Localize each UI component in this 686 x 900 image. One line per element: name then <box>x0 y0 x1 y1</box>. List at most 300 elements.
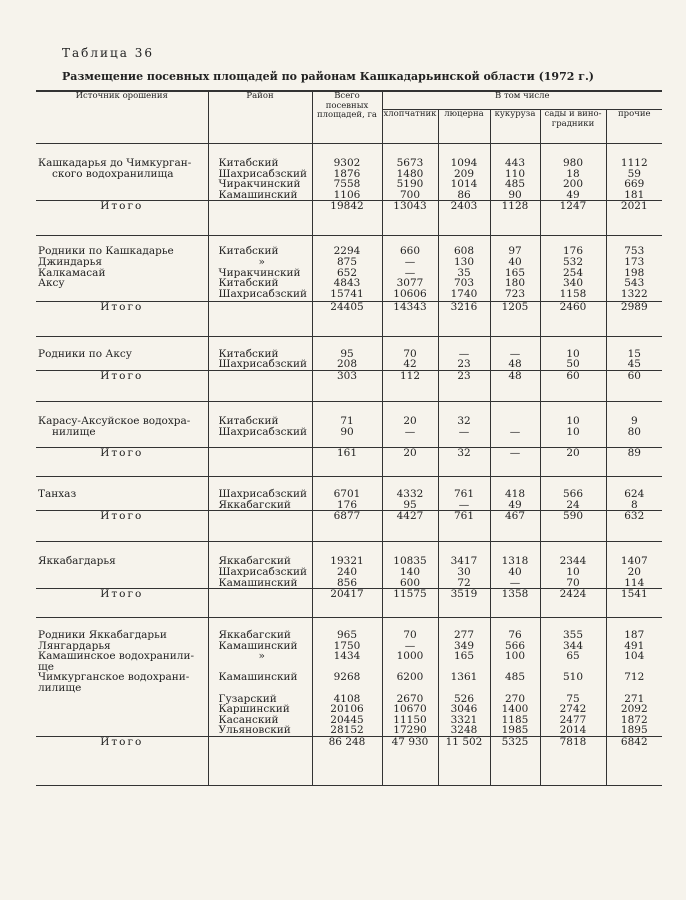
cotton-value: — <box>404 255 416 268</box>
cotton-cell <box>382 236 438 301</box>
district-name: Ульяновский <box>218 724 291 737</box>
district-name: Гузарский <box>218 692 277 705</box>
orchards-value: 10 <box>566 425 580 438</box>
source-line: Аксу <box>38 277 65 290</box>
other-value: 20 <box>627 565 641 578</box>
itogo-other: 632 <box>606 511 662 542</box>
corn-value: 1185 <box>501 713 529 726</box>
orchards-value: 2014 <box>559 724 587 737</box>
alfalfa-value: 3248 <box>450 724 478 737</box>
source-cell <box>36 236 208 301</box>
alfalfa-cell <box>438 336 490 370</box>
corn-value: 443 <box>504 157 526 169</box>
district-name: Камашинский <box>218 576 298 589</box>
itogo-total: 24405 <box>312 301 382 336</box>
alfalfa-cell <box>438 542 490 589</box>
district-cell <box>208 477 312 511</box>
other-value: 1112 <box>620 157 648 169</box>
total-value: 20445 <box>330 713 364 726</box>
district-name: Шахрисабзский <box>218 358 308 371</box>
itogo-row <box>36 448 662 477</box>
alfalfa-value: 130 <box>453 255 475 268</box>
cotton-value: 70 <box>403 629 417 642</box>
orchards-cell <box>540 401 606 447</box>
alfalfa-cell <box>438 401 490 447</box>
orchards-value: 10 <box>566 347 580 360</box>
total-value: 9302 <box>333 157 361 169</box>
corn-value: 100 <box>504 650 526 663</box>
cotton-value: 3077 <box>396 277 424 290</box>
corn-value: — <box>509 425 521 438</box>
itogo-empty <box>208 511 312 542</box>
total-value: 15741 <box>330 287 364 300</box>
district-name: Китабский <box>218 157 279 169</box>
orchards-value: 10 <box>566 565 580 578</box>
table-caption: Таблица 36 <box>62 46 154 60</box>
header-orchards: сады и вино-градники <box>540 110 606 144</box>
orchards-value: 510 <box>562 671 584 684</box>
orchards-value: 75 <box>566 692 580 705</box>
district-cell <box>208 401 312 447</box>
total-value: 856 <box>336 576 358 589</box>
alfalfa-value: — <box>458 347 470 360</box>
cotton-value: 70 <box>403 347 417 360</box>
itogo-label: Итого <box>36 511 208 542</box>
header-source: Источник орошения <box>36 91 208 144</box>
total-value: 4843 <box>333 277 361 290</box>
corn-value: 40 <box>508 565 522 578</box>
other-cell <box>606 401 662 447</box>
group-row <box>36 618 662 737</box>
corn-value: 180 <box>504 277 526 290</box>
total-value: 9268 <box>333 671 361 684</box>
header-district: Район <box>208 91 312 144</box>
itogo-label: Итого <box>36 448 208 477</box>
orchards-value: 980 <box>562 157 584 169</box>
itogo-row <box>36 511 662 542</box>
other-value: 181 <box>624 188 645 201</box>
itogo-other: 2989 <box>606 301 662 336</box>
source-cell <box>36 144 208 201</box>
orchards-cell <box>540 618 606 737</box>
itogo-other: 6842 <box>606 737 662 786</box>
itogo-empty <box>208 370 312 401</box>
alfalfa-cell <box>438 144 490 201</box>
orchards-cell <box>540 336 606 370</box>
orchards-cell <box>540 477 606 511</box>
source-line: лилище <box>38 682 82 695</box>
source-cell <box>36 542 208 589</box>
itogo-total: 161 <box>312 448 382 477</box>
header-corn: кукуруза <box>490 110 540 144</box>
source-cell <box>36 336 208 370</box>
cotton-cell <box>382 401 438 447</box>
alfalfa-value: 32 <box>457 414 471 427</box>
itogo-cotton: 47 930 <box>382 737 438 786</box>
corn-value: 1318 <box>501 555 529 568</box>
district-name: Китабский <box>218 347 279 360</box>
total-value: 6701 <box>333 488 361 501</box>
total-value: 875 <box>336 255 358 268</box>
itogo-corn: 1205 <box>490 301 540 336</box>
total-value: 20106 <box>330 703 364 716</box>
district-name: Шахрисабзский <box>218 488 308 501</box>
itogo-orchards: 7818 <box>540 737 606 786</box>
orchards-value: 24 <box>566 498 580 511</box>
district-name: Китабский <box>218 245 279 258</box>
source-line: ского водохранилища <box>52 167 174 180</box>
district-name: Шахрисабзский <box>218 565 308 578</box>
cotton-value: — <box>404 639 416 652</box>
source-line: Карасу-Аксуйское водохра- <box>38 414 191 427</box>
source-line: Родники по Аксу <box>38 347 132 360</box>
group-row <box>36 542 662 589</box>
itogo-cotton: 13043 <box>382 201 438 236</box>
cotton-cell <box>382 618 438 737</box>
cotton-cell <box>382 477 438 511</box>
cotton-value: 5673 <box>396 157 424 169</box>
itogo-orchards: 2424 <box>540 589 606 618</box>
alfalfa-value: 72 <box>457 576 471 589</box>
district-name: Яккабагский <box>218 555 291 568</box>
source-line: Чимкурганское водохрани- <box>38 671 190 684</box>
other-value: 2092 <box>620 703 648 716</box>
itogo-orchards: 1247 <box>540 201 606 236</box>
district-name: Каршинский <box>218 703 290 716</box>
itogo-other: 2021 <box>606 201 662 236</box>
orchards-value: 340 <box>562 277 584 290</box>
other-value: 59 <box>627 167 641 180</box>
total-value: 2294 <box>333 245 361 258</box>
itogo-other: 60 <box>606 370 662 401</box>
alfalfa-value: 277 <box>453 629 475 642</box>
orchards-value: 532 <box>562 255 584 268</box>
source-cell <box>36 401 208 447</box>
source-line: Яккабагдарья <box>38 555 116 568</box>
itogo-alfalfa: 761 <box>438 511 490 542</box>
itogo-row <box>36 737 662 786</box>
itogo-corn: 467 <box>490 511 540 542</box>
itogo-row <box>36 589 662 618</box>
district-name: Чиракчинский <box>218 266 301 279</box>
district-name: Камашинский <box>218 188 298 201</box>
other-value: 187 <box>624 629 645 642</box>
itogo-cotton: 11575 <box>382 589 438 618</box>
itogo-alfalfa: 3519 <box>438 589 490 618</box>
itogo-label: Итого <box>36 370 208 401</box>
total-value: 4108 <box>333 692 361 705</box>
district-name: Шахрисабзский <box>218 287 308 300</box>
itogo-corn: 48 <box>490 370 540 401</box>
cotton-value: 4332 <box>396 488 424 501</box>
corn-value: 1985 <box>501 724 529 737</box>
district-name: Яккабагский <box>218 498 291 511</box>
cotton-cell <box>382 336 438 370</box>
alfalfa-value: — <box>458 498 470 511</box>
other-cell <box>606 542 662 589</box>
header-other: прочие <box>606 110 662 144</box>
cotton-value: 5190 <box>396 178 424 191</box>
cotton-value: 20 <box>403 414 417 427</box>
orchards-cell <box>540 236 606 301</box>
header-total: Всего посевных площадей, га <box>312 91 382 144</box>
alfalfa-value: 703 <box>453 277 475 290</box>
total-cell <box>312 144 382 201</box>
corn-value: 1400 <box>501 703 529 716</box>
corn-value: 90 <box>508 188 522 201</box>
corn-value: 48 <box>508 358 522 371</box>
alfalfa-value: 3321 <box>450 713 478 726</box>
itogo-row <box>36 301 662 336</box>
district-cell <box>208 236 312 301</box>
itogo-cotton: 20 <box>382 448 438 477</box>
orchards-value: 344 <box>562 639 584 652</box>
corn-cell <box>490 477 540 511</box>
header-alfalfa: люцерна <box>438 110 490 144</box>
district-name: Китабский <box>218 414 279 427</box>
other-cell <box>606 618 662 737</box>
total-value: 1106 <box>333 188 361 201</box>
corn-value: 165 <box>504 266 526 279</box>
other-value: 104 <box>624 650 645 663</box>
group-row <box>36 401 662 447</box>
itogo-empty <box>208 201 312 236</box>
orchards-value: 65 <box>566 650 580 663</box>
alfalfa-value: 349 <box>453 639 475 652</box>
total-cell <box>312 401 382 447</box>
orchards-value: 566 <box>562 488 584 501</box>
other-value: 15 <box>627 347 641 360</box>
alfalfa-value: — <box>458 425 470 438</box>
data-table <box>36 90 662 786</box>
district-cell <box>208 144 312 201</box>
corn-value: 566 <box>504 639 526 652</box>
total-cell <box>312 336 382 370</box>
corn-value: — <box>509 576 521 589</box>
alfalfa-value: 1361 <box>450 671 478 684</box>
district-name: Китабский <box>218 277 279 290</box>
district-name: Чиракчинский <box>218 178 301 191</box>
itogo-corn: 1128 <box>490 201 540 236</box>
other-value: 45 <box>627 358 641 371</box>
itogo-empty <box>208 589 312 618</box>
corn-cell <box>490 144 540 201</box>
corn-value: 485 <box>504 671 526 684</box>
alfalfa-value: 1740 <box>450 287 478 300</box>
orchards-cell <box>540 542 606 589</box>
district-cell <box>208 336 312 370</box>
total-value: 95 <box>340 347 354 360</box>
other-value: 80 <box>627 425 641 438</box>
corn-cell <box>490 542 540 589</box>
corn-value: 49 <box>508 498 522 511</box>
other-value: 753 <box>624 245 645 258</box>
other-value: 1322 <box>620 287 648 300</box>
corn-cell <box>490 618 540 737</box>
cotton-value: 140 <box>399 565 421 578</box>
total-value: 1434 <box>333 650 361 663</box>
itogo-label: Итого <box>36 201 208 236</box>
itogo-other: 89 <box>606 448 662 477</box>
alfalfa-value: 1094 <box>450 157 478 169</box>
other-value: 198 <box>624 266 645 279</box>
total-value: 1876 <box>333 167 361 180</box>
corn-cell <box>490 236 540 301</box>
other-value: 1895 <box>620 724 648 737</box>
alfalfa-cell <box>438 618 490 737</box>
itogo-corn: 5325 <box>490 737 540 786</box>
alfalfa-cell <box>438 477 490 511</box>
itogo-cotton: 112 <box>382 370 438 401</box>
corn-value: 418 <box>504 488 526 501</box>
district-name: Касанский <box>218 713 279 726</box>
district-name: Шахрисабзский <box>218 425 308 438</box>
cotton-value: 17290 <box>393 724 427 737</box>
other-value: 543 <box>624 277 645 290</box>
orchards-value: 2742 <box>559 703 587 716</box>
other-value: 271 <box>624 692 645 705</box>
corn-value: 40 <box>508 255 522 268</box>
orchards-value: 49 <box>566 188 580 201</box>
orchards-value: 200 <box>562 178 584 191</box>
itogo-corn: — <box>490 448 540 477</box>
source-cell <box>36 477 208 511</box>
corn-cell <box>490 336 540 370</box>
itogo-cotton: 14343 <box>382 301 438 336</box>
total-value: 652 <box>336 266 358 279</box>
itogo-corn: 1358 <box>490 589 540 618</box>
other-cell <box>606 477 662 511</box>
alfalfa-cell <box>438 236 490 301</box>
itogo-row <box>36 370 662 401</box>
group-row <box>36 236 662 301</box>
other-value: 669 <box>624 178 645 191</box>
itogo-orchards: 2460 <box>540 301 606 336</box>
itogo-other: 1541 <box>606 589 662 618</box>
cotton-value: 10670 <box>393 703 427 716</box>
orchards-value: 18 <box>566 167 580 180</box>
other-value: 114 <box>624 576 645 589</box>
cotton-value: — <box>404 266 416 279</box>
source-line: ще <box>38 660 54 673</box>
header-including: В том числе <box>382 91 662 110</box>
other-value: 712 <box>624 671 645 684</box>
total-cell <box>312 477 382 511</box>
orchards-value: 10 <box>566 414 580 427</box>
source-line: Кашкадарья до Чимкурган- <box>38 157 192 169</box>
itogo-empty <box>208 301 312 336</box>
itogo-label: Итого <box>36 737 208 786</box>
other-cell <box>606 336 662 370</box>
cotton-value: 11150 <box>393 713 427 726</box>
cotton-value: 6200 <box>396 671 424 684</box>
total-cell <box>312 542 382 589</box>
alfalfa-value: 209 <box>453 167 475 180</box>
itogo-empty <box>208 737 312 786</box>
orchards-value: 50 <box>566 358 580 371</box>
itogo-orchards: 20 <box>540 448 606 477</box>
table-title: Размещение посевных площадей по районам Кашкадарьинской области (1972 г.) <box>62 70 594 83</box>
other-value: 491 <box>624 639 645 652</box>
cotton-value: 10606 <box>393 287 427 300</box>
corn-value: 97 <box>508 245 522 258</box>
alfalfa-value: 761 <box>453 488 475 501</box>
corn-value: 76 <box>508 629 522 642</box>
itogo-row <box>36 201 662 236</box>
total-value: 965 <box>336 629 358 642</box>
alfalfa-value: 86 <box>457 188 471 201</box>
alfalfa-value: 1014 <box>450 178 478 191</box>
corn-value: 270 <box>504 692 526 705</box>
itogo-alfalfa: 3216 <box>438 301 490 336</box>
cotton-value: 95 <box>403 498 417 511</box>
itogo-orchards: 60 <box>540 370 606 401</box>
total-value: 90 <box>340 425 354 438</box>
cotton-value: 700 <box>399 188 421 201</box>
itogo-total: 6877 <box>312 511 382 542</box>
group-row <box>36 477 662 511</box>
total-value: 1750 <box>333 639 361 652</box>
alfalfa-value: 3046 <box>450 703 478 716</box>
alfalfa-value: 30 <box>457 565 471 578</box>
source-line: Лянгардарья <box>38 639 111 652</box>
orchards-value: 176 <box>562 245 584 258</box>
total-value: 7558 <box>333 178 361 191</box>
orchards-value: 2477 <box>559 713 587 726</box>
cotton-value: 600 <box>399 576 421 589</box>
orchards-cell <box>540 144 606 201</box>
orchards-value: 2344 <box>559 555 587 568</box>
corn-value: 723 <box>504 287 526 300</box>
source-line: Родники по Кашкадарье <box>38 245 174 258</box>
corn-cell <box>490 401 540 447</box>
orchards-value: 70 <box>566 576 580 589</box>
group-row <box>36 144 662 201</box>
total-value: 176 <box>336 498 358 511</box>
corn-value <box>491 416 540 427</box>
alfalfa-value: 3417 <box>450 555 478 568</box>
cotton-value: 10835 <box>393 555 427 568</box>
other-value: 1407 <box>620 555 648 568</box>
cotton-value: — <box>404 425 416 438</box>
source-line: Родники Яккабагдарьи <box>38 629 167 642</box>
district-name: Шахрисабзский <box>218 167 308 180</box>
source-line: Калкамасай <box>38 266 106 279</box>
total-value: 71 <box>340 414 354 427</box>
total-cell <box>312 618 382 737</box>
header-cotton: хлопчатник <box>382 110 438 144</box>
other-cell <box>606 144 662 201</box>
itogo-alfalfa: 32 <box>438 448 490 477</box>
source-line: нилище <box>52 425 96 438</box>
total-value: 19321 <box>330 555 364 568</box>
alfalfa-value: 526 <box>453 692 475 705</box>
itogo-alfalfa: 23 <box>438 370 490 401</box>
itogo-total: 20417 <box>312 589 382 618</box>
district-name: Камашинский <box>218 671 298 684</box>
district-name: Камашинский <box>218 639 298 652</box>
itogo-orchards: 590 <box>540 511 606 542</box>
orchards-value: 254 <box>562 266 584 279</box>
other-value: 173 <box>624 255 645 268</box>
group-row <box>36 336 662 370</box>
itogo-cotton: 4427 <box>382 511 438 542</box>
total-value: 240 <box>336 565 358 578</box>
orchards-value: 355 <box>562 629 584 642</box>
cotton-value: 42 <box>403 358 417 371</box>
itogo-label: Итого <box>36 589 208 618</box>
source-line: Джиндарья <box>38 255 102 268</box>
